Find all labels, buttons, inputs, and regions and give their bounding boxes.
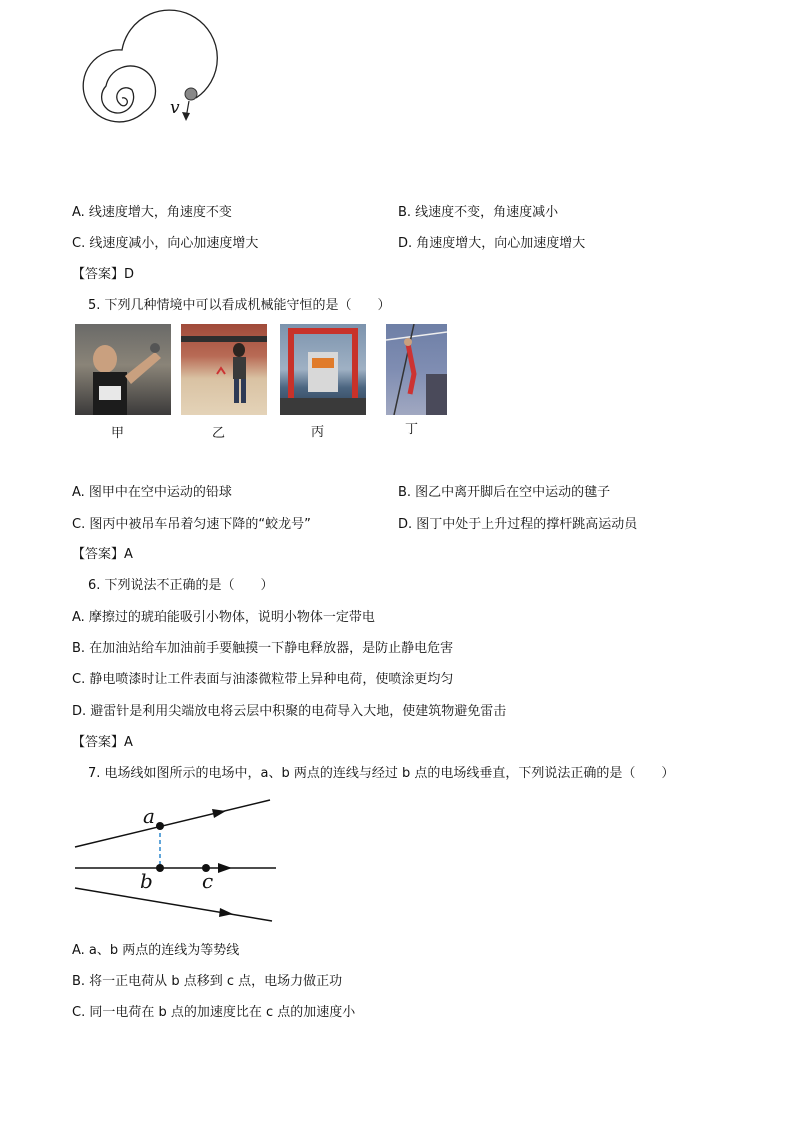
photo-label-bing: 丙 xyxy=(311,425,325,440)
q5-answer: 【答案】A xyxy=(72,547,133,562)
label-c: c xyxy=(202,869,214,893)
photo-bing xyxy=(280,324,366,415)
q6-option-b: B. 在加油站给车加油前手要触摸一下静电释放器，是防止静电危害 xyxy=(72,641,454,656)
q4-answer: 【答案】D xyxy=(72,267,135,282)
q7-option-b: B. 将一正电荷从 b 点移到 c 点，电场力做正功 xyxy=(72,974,343,989)
q6-stem: 6. 下列说法不正确的是（ ） xyxy=(88,578,274,593)
photo-label-yi: 乙 xyxy=(212,426,226,441)
q6-option-d: D. 避雷针是利用尖端放电将云层中积聚的电荷导入大地，使建筑物避免雷击 xyxy=(72,704,507,719)
point-b xyxy=(156,864,164,872)
q7-stem: 7. 电场线如图所示的电场中，a、b 两点的连线与经过 b 点的电场线垂直，下列说法正确的是（ ） xyxy=(88,766,675,781)
field-line-top xyxy=(75,800,270,847)
q6-answer: 【答案】A xyxy=(72,735,133,750)
q4-option-d: D. 角速度增大，向心加速度增大 xyxy=(398,236,586,251)
spiral-path xyxy=(83,10,217,122)
q5-option-d: D. 图丁中处于上升过程的撑杆跳高运动员 xyxy=(398,517,638,532)
spiral-figure xyxy=(0,0,794,200)
label-b: b xyxy=(140,869,153,893)
q5-option-a: A. 图甲中在空中运动的铅球 xyxy=(72,485,232,500)
label-a: a xyxy=(143,804,155,828)
photo-label-jia: 甲 xyxy=(111,426,125,441)
q5-option-b: B. 图乙中离开脚后在空中运动的毽子 xyxy=(398,485,611,500)
q4-option-a: A. 线速度增大，角速度不变 xyxy=(72,205,232,220)
q4-option-c: C. 线速度减小，向心加速度增大 xyxy=(72,236,259,251)
field-arrow-middle-icon xyxy=(218,863,232,873)
q6-option-c: C. 静电喷漆时让工件表面与油漆微粒带上异种电荷，使喷涂更均匀 xyxy=(72,672,454,687)
point-a xyxy=(156,822,164,830)
q5-option-c: C. 图丙中被吊车吊着匀速下降的“蛟龙号” xyxy=(72,517,311,532)
photo-jia xyxy=(75,324,171,415)
q7-option-c: C. 同一电荷在 b 点的加速度比在 c 点的加速度小 xyxy=(72,1005,356,1020)
velocity-label: v xyxy=(170,98,180,118)
photo-ding xyxy=(386,324,447,415)
ball-icon xyxy=(185,88,197,100)
electric-field-figure xyxy=(0,790,794,930)
photo-yi xyxy=(181,324,267,415)
q6-option-a: A. 摩擦过的琥珀能吸引小物体，说明小物体一定带电 xyxy=(72,610,375,625)
q7-option-a: A. a、b 两点的连线为等势线 xyxy=(72,943,240,958)
field-arrow-bottom-icon xyxy=(219,908,233,917)
q5-stem: 5. 下列几种情境中可以看成机械能守恒的是（ ） xyxy=(88,298,391,313)
q4-option-b: B. 线速度不变，角速度减小 xyxy=(398,205,559,220)
field-line-bottom xyxy=(75,888,272,921)
velocity-arrowhead-icon xyxy=(182,112,190,121)
photo-label-ding: 丁 xyxy=(405,422,419,437)
